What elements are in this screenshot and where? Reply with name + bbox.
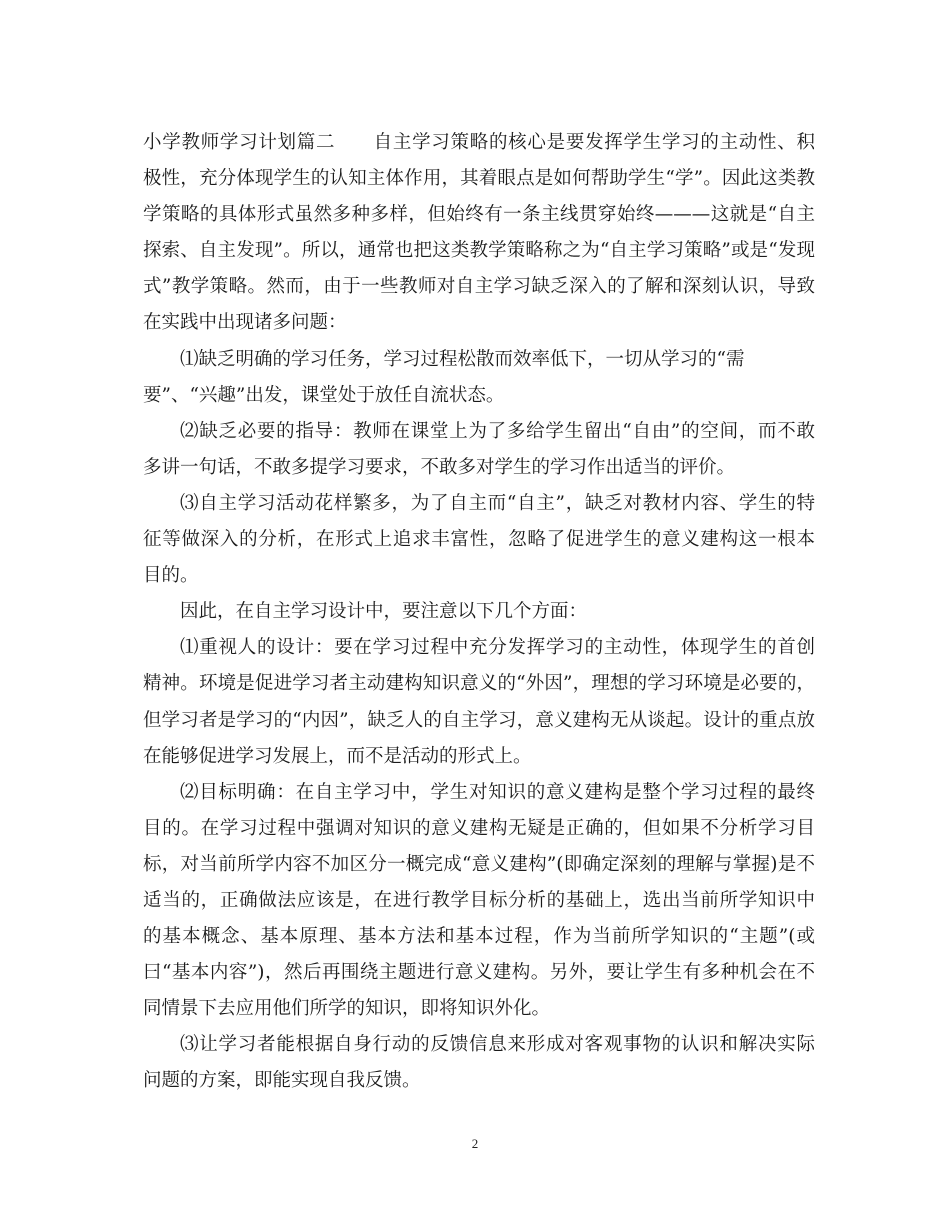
text-line: ⑵缺乏必要的指导：教师在课堂上为了多给学生留出“自由”的空间，而不敢 bbox=[180, 420, 815, 442]
text-line: ⑴重视人的设计：要在学习过程中充分发挥学习的主动性，体现学生的首创 bbox=[180, 637, 815, 659]
page-number: 2 bbox=[471, 1136, 479, 1151]
text-line: 在能够促进学习发展上，而不是活动的形式上。 bbox=[143, 745, 532, 767]
document-body bbox=[143, 125, 815, 1100]
text-line: 学策略的具体形式虽然多种多样，但始终有一条主线贯穿始终———这就是“自主 bbox=[143, 204, 815, 226]
text-line: ⑵目标明确：在自主学习中，学生对知识的意义建构是整个学习过程的最终 bbox=[180, 781, 815, 803]
text-line: 但学习者是学习的“内因”，缺乏人的自主学习，意义建构无从谈起。设计的重点放 bbox=[143, 709, 815, 731]
text-line: 同情景下去应用他们所学的知识，即将知识外化。 bbox=[143, 998, 551, 1020]
text-line: 小学教师学习计划篇二 自主学习策略的核心是要发挥学生学习的主动性、积 bbox=[143, 132, 815, 153]
text-line: 问题的方案，即能实现自我反馈。 bbox=[143, 1070, 421, 1092]
text-line: 极性，充分体现学生的认知主体作用，其着眼点是如何帮助学生“学”。因此这类教 bbox=[143, 168, 815, 190]
text-line: 适当的，正确做法应该是，在进行教学目标分析的基础上，选出当前所学知识中 bbox=[143, 889, 815, 911]
text-line: 多讲一句话，不敢多提学习要求，不敢多对学生的学习作出适当的评价。 bbox=[143, 456, 736, 478]
text-line: 因此，在自主学习设计中，要注意以下几个方面： bbox=[180, 601, 588, 623]
text-line: 探索、自主发现”。所以，通常也把这类教学策略称之为“自主学习策略”或是“发现 bbox=[143, 240, 815, 262]
text-line: 在实践中出现诸多问题： bbox=[143, 312, 347, 334]
text-line: 式”教学策略。然而，由于一些教师对自主学习缺乏深入的了解和深刻认识，导致 bbox=[143, 276, 815, 298]
text-line: 的基本概念、基本原理、基本方法和基本过程，作为当前所学知识的“主题”(或 bbox=[143, 926, 815, 948]
text-line: 精神。环境是促进学习者主动建构知识意义的“外因”，理想的学习环境是必要的， bbox=[143, 673, 815, 695]
text-line: 征等做深入的分析，在形式上追求丰富性，忽略了促进学生的意义建构这一根本 bbox=[143, 529, 815, 551]
text-line: 要”、“兴趣”出发，课堂处于放任自流状态。 bbox=[143, 384, 505, 406]
text-line: 标，对当前所学内容不加区分一概完成“意义建构”(即确定深刻的理解与掌握)是不 bbox=[143, 853, 815, 875]
text-line: 目的。在学习过程中强调对知识的意义建构无疑是正确的，但如果不分析学习目 bbox=[143, 817, 815, 839]
text-line: 曰“基本内容”)，然后再围绕主题进行意义建构。另外，要让学生有多种机会在不 bbox=[143, 962, 815, 984]
text-line: 目的。 bbox=[143, 565, 199, 587]
text-line: ⑶让学习者能根据自身行动的反馈信息来形成对客观事物的认识和解决实际 bbox=[180, 1034, 815, 1056]
text-line: ⑴缺乏明确的学习任务，学习过程松散而效率低下，一切从学习的“需 bbox=[180, 348, 745, 370]
text-line: ⑶自主学习活动花样繁多，为了自主而“自主”，缺乏对教材内容、学生的特 bbox=[180, 492, 815, 514]
